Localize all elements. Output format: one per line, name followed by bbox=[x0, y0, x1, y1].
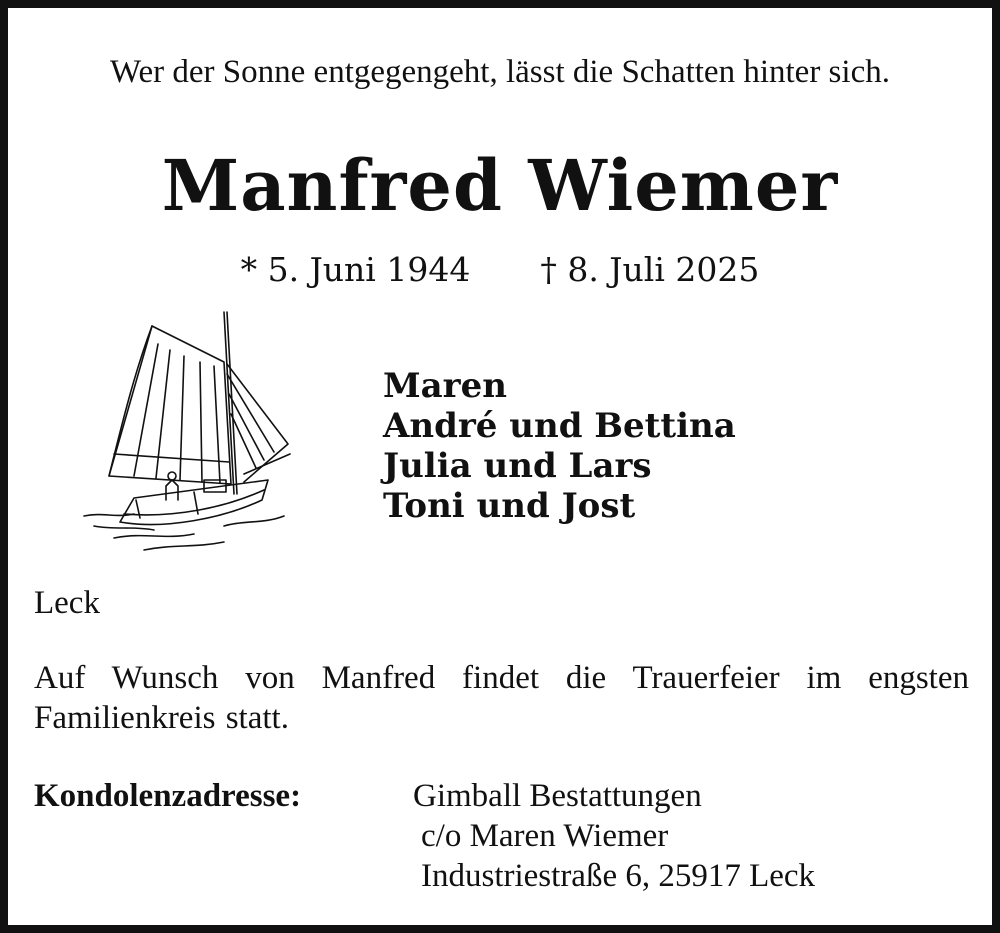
birth-date: * 5. Juni 1944 bbox=[240, 250, 471, 289]
condolence-label-row bbox=[34, 776, 301, 816]
deceased-name: Manfred Wiemer bbox=[161, 144, 839, 227]
mourner-name: Julia und Lars bbox=[383, 446, 652, 486]
address-line: c/o Maren Wiemer bbox=[421, 818, 669, 854]
life-dates bbox=[8, 248, 992, 292]
mourner-name: André und Bettina bbox=[383, 406, 736, 446]
condolence-label: Kondolenzadresse: bbox=[34, 778, 302, 814]
funeral-notice: Auf Wunsch von Manfred findet die Trauerfeier im engsten Familienkreis statt. bbox=[34, 660, 969, 736]
address-line: Gimball Bestattungen bbox=[413, 778, 702, 814]
sailboat-illustration bbox=[74, 304, 296, 556]
mourner-name: Toni und Jost bbox=[383, 486, 636, 526]
motto-text: Wer der Sonne entgegengeht, lässt die Schatten hinter sich. bbox=[110, 54, 890, 90]
mourner-name: Maren bbox=[383, 366, 507, 406]
death-date: † 8. Juli 2025 bbox=[540, 250, 760, 289]
mourners-list bbox=[383, 366, 736, 526]
condolence-address bbox=[413, 776, 815, 896]
address-line: Industriestraße 6, 25917 Leck bbox=[421, 858, 816, 894]
place-name: Leck bbox=[34, 585, 100, 621]
